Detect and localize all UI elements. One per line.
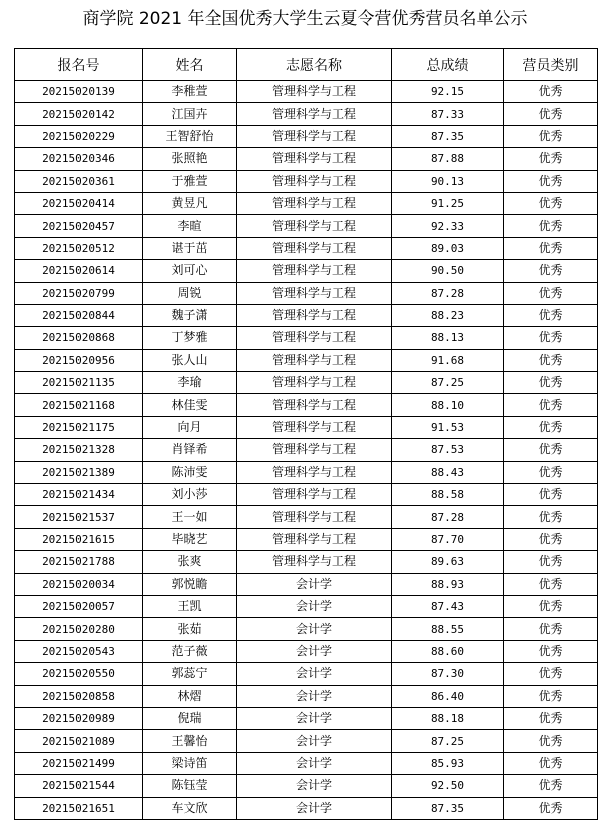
cell-name: 李瑜 <box>143 372 237 394</box>
cell-score: 92.50 <box>392 775 504 797</box>
cell-score: 87.88 <box>392 148 504 170</box>
cell-score: 88.43 <box>392 461 504 483</box>
cell-id: 20215020457 <box>15 215 143 237</box>
cell-score: 87.43 <box>392 595 504 617</box>
cell-name: 李稚萱 <box>143 81 237 103</box>
cell-id: 20215021089 <box>15 730 143 752</box>
cell-name: 于雅萱 <box>143 170 237 192</box>
cell-id: 20215021615 <box>15 528 143 550</box>
table-row <box>15 282 598 304</box>
table-row <box>15 439 598 461</box>
cell-program: 会计学 <box>237 618 392 640</box>
cell-score: 87.28 <box>392 506 504 528</box>
table-row <box>15 394 598 416</box>
cell-name: 江国卉 <box>143 103 237 125</box>
cell-id: 20215021389 <box>15 461 143 483</box>
table-row <box>15 618 598 640</box>
column-header-score: 总成绩 <box>392 49 504 81</box>
cell-id: 20215020858 <box>15 685 143 707</box>
cell-id: 20215020956 <box>15 349 143 371</box>
table-row <box>15 192 598 214</box>
cell-score: 87.25 <box>392 372 504 394</box>
cell-category: 优秀 <box>504 752 598 774</box>
cell-category: 优秀 <box>504 215 598 237</box>
cell-program: 会计学 <box>237 663 392 685</box>
cell-score: 87.30 <box>392 663 504 685</box>
column-header-id: 报名号 <box>15 49 143 81</box>
cell-name: 郭蕊宁 <box>143 663 237 685</box>
cell-score: 91.53 <box>392 416 504 438</box>
cell-id: 20215020414 <box>15 192 143 214</box>
cell-name: 林熠 <box>143 685 237 707</box>
cell-id: 20215020346 <box>15 148 143 170</box>
cell-name: 梁诗笛 <box>143 752 237 774</box>
column-header-name: 姓名 <box>143 49 237 81</box>
cell-name: 王一如 <box>143 506 237 528</box>
table-row <box>15 215 598 237</box>
cell-name: 范子薇 <box>143 640 237 662</box>
cell-score: 89.03 <box>392 237 504 259</box>
cell-name: 张人山 <box>143 349 237 371</box>
cell-id: 20215020868 <box>15 327 143 349</box>
cell-category: 优秀 <box>504 372 598 394</box>
cell-name: 王智舒怡 <box>143 125 237 147</box>
cell-id: 20215021328 <box>15 439 143 461</box>
table-row <box>15 461 598 483</box>
table-row <box>15 640 598 662</box>
cell-name: 刘小莎 <box>143 484 237 506</box>
cell-program: 管理科学与工程 <box>237 192 392 214</box>
cell-category: 优秀 <box>504 349 598 371</box>
cell-category: 优秀 <box>504 573 598 595</box>
cell-id: 20215020229 <box>15 125 143 147</box>
cell-name: 王凯 <box>143 595 237 617</box>
cell-score: 87.25 <box>392 730 504 752</box>
cell-program: 会计学 <box>237 595 392 617</box>
table-row <box>15 707 598 729</box>
table-row <box>15 484 598 506</box>
cell-name: 周锐 <box>143 282 237 304</box>
cell-category: 优秀 <box>504 775 598 797</box>
cell-category: 优秀 <box>504 103 598 125</box>
column-header-program: 志愿名称 <box>237 49 392 81</box>
cell-name: 张爽 <box>143 551 237 573</box>
cell-name: 魏子潇 <box>143 304 237 326</box>
table-row <box>15 103 598 125</box>
cell-name: 丁梦雅 <box>143 327 237 349</box>
cell-score: 86.40 <box>392 685 504 707</box>
cell-id: 20215021788 <box>15 551 143 573</box>
cell-name: 张茹 <box>143 618 237 640</box>
cell-name: 倪瑞 <box>143 707 237 729</box>
cell-program: 管理科学与工程 <box>237 551 392 573</box>
table-row <box>15 170 598 192</box>
cell-name: 林佳雯 <box>143 394 237 416</box>
cell-program: 会计学 <box>237 730 392 752</box>
cell-category: 优秀 <box>504 461 598 483</box>
table-row <box>15 775 598 797</box>
page-title: 商学院 2021 年全国优秀大学生云夏令营优秀营员名单公示 <box>82 9 528 29</box>
cell-program: 会计学 <box>237 797 392 819</box>
cell-score: 88.55 <box>392 618 504 640</box>
table-row <box>15 528 598 550</box>
cell-program: 会计学 <box>237 573 392 595</box>
cell-program: 管理科学与工程 <box>237 372 392 394</box>
cell-category: 优秀 <box>504 640 598 662</box>
cell-category: 优秀 <box>504 797 598 819</box>
cell-score: 87.70 <box>392 528 504 550</box>
table-row <box>15 349 598 371</box>
cell-category: 优秀 <box>504 327 598 349</box>
cell-category: 优秀 <box>504 125 598 147</box>
cell-score: 90.50 <box>392 260 504 282</box>
cell-program: 管理科学与工程 <box>237 103 392 125</box>
table-row <box>15 148 598 170</box>
table-row <box>15 237 598 259</box>
cell-program: 管理科学与工程 <box>237 148 392 170</box>
cell-category: 优秀 <box>504 81 598 103</box>
cell-program: 管理科学与工程 <box>237 439 392 461</box>
cell-score: 87.28 <box>392 282 504 304</box>
cell-category: 优秀 <box>504 394 598 416</box>
cell-name: 肖铎希 <box>143 439 237 461</box>
cell-score: 91.25 <box>392 192 504 214</box>
cell-id: 20215020280 <box>15 618 143 640</box>
cell-name: 刘可心 <box>143 260 237 282</box>
header-row <box>15 49 598 81</box>
cell-name: 谌于茁 <box>143 237 237 259</box>
cell-id: 20215020034 <box>15 573 143 595</box>
cell-category: 优秀 <box>504 237 598 259</box>
cell-id: 20215021135 <box>15 372 143 394</box>
cell-category: 优秀 <box>504 260 598 282</box>
cell-program: 管理科学与工程 <box>237 125 392 147</box>
cell-program: 管理科学与工程 <box>237 461 392 483</box>
table-row <box>15 752 598 774</box>
cell-program: 管理科学与工程 <box>237 260 392 282</box>
cell-category: 优秀 <box>504 304 598 326</box>
table-row <box>15 730 598 752</box>
cell-program: 管理科学与工程 <box>237 304 392 326</box>
cell-program: 会计学 <box>237 752 392 774</box>
cell-name: 车文欣 <box>143 797 237 819</box>
cell-category: 优秀 <box>504 595 598 617</box>
cell-name: 陈沛雯 <box>143 461 237 483</box>
cell-id: 20215020139 <box>15 81 143 103</box>
cell-program: 管理科学与工程 <box>237 170 392 192</box>
cell-program: 管理科学与工程 <box>237 81 392 103</box>
roster-table <box>14 48 598 820</box>
cell-program: 管理科学与工程 <box>237 416 392 438</box>
cell-program: 管理科学与工程 <box>237 506 392 528</box>
cell-score: 92.33 <box>392 215 504 237</box>
cell-id: 20215021651 <box>15 797 143 819</box>
cell-score: 87.35 <box>392 797 504 819</box>
cell-id: 20215021499 <box>15 752 143 774</box>
cell-score: 88.58 <box>392 484 504 506</box>
cell-program: 会计学 <box>237 685 392 707</box>
table-row <box>15 506 598 528</box>
cell-program: 管理科学与工程 <box>237 349 392 371</box>
cell-score: 90.13 <box>392 170 504 192</box>
cell-id: 20215021544 <box>15 775 143 797</box>
cell-category: 优秀 <box>504 416 598 438</box>
table-row <box>15 416 598 438</box>
cell-category: 优秀 <box>504 551 598 573</box>
cell-category: 优秀 <box>504 618 598 640</box>
cell-name: 向月 <box>143 416 237 438</box>
cell-name: 陈钰莹 <box>143 775 237 797</box>
cell-name: 张照艳 <box>143 148 237 170</box>
table-row <box>15 573 598 595</box>
table-row <box>15 327 598 349</box>
cell-program: 会计学 <box>237 707 392 729</box>
cell-score: 88.93 <box>392 573 504 595</box>
cell-id: 20215021537 <box>15 506 143 528</box>
cell-score: 92.15 <box>392 81 504 103</box>
cell-category: 优秀 <box>504 148 598 170</box>
table-row <box>15 304 598 326</box>
table-row <box>15 81 598 103</box>
cell-program: 管理科学与工程 <box>237 484 392 506</box>
cell-name: 李暄 <box>143 215 237 237</box>
cell-id: 20215021434 <box>15 484 143 506</box>
cell-program: 管理科学与工程 <box>237 394 392 416</box>
cell-category: 优秀 <box>504 685 598 707</box>
cell-id: 20215020361 <box>15 170 143 192</box>
cell-score: 87.33 <box>392 103 504 125</box>
table-row <box>15 595 598 617</box>
cell-score: 89.63 <box>392 551 504 573</box>
cell-id: 20215021175 <box>15 416 143 438</box>
cell-score: 88.60 <box>392 640 504 662</box>
cell-score: 88.23 <box>392 304 504 326</box>
column-header-category: 营员类别 <box>504 49 598 81</box>
cell-name: 王馨怡 <box>143 730 237 752</box>
cell-category: 优秀 <box>504 439 598 461</box>
cell-category: 优秀 <box>504 170 598 192</box>
table-row <box>15 551 598 573</box>
cell-id: 20215020512 <box>15 237 143 259</box>
cell-program: 会计学 <box>237 640 392 662</box>
cell-score: 88.13 <box>392 327 504 349</box>
table-body <box>15 81 598 820</box>
cell-score: 85.93 <box>392 752 504 774</box>
cell-id: 20215020057 <box>15 595 143 617</box>
table-row <box>15 685 598 707</box>
cell-id: 20215020989 <box>15 707 143 729</box>
table-row <box>15 125 598 147</box>
table-row <box>15 260 598 282</box>
cell-category: 优秀 <box>504 506 598 528</box>
cell-id: 20215020142 <box>15 103 143 125</box>
cell-score: 91.68 <box>392 349 504 371</box>
cell-score: 87.35 <box>392 125 504 147</box>
cell-score: 88.18 <box>392 707 504 729</box>
cell-category: 优秀 <box>504 192 598 214</box>
cell-program: 管理科学与工程 <box>237 327 392 349</box>
cell-id: 20215021168 <box>15 394 143 416</box>
cell-category: 优秀 <box>504 528 598 550</box>
cell-score: 88.10 <box>392 394 504 416</box>
cell-name: 毕晓艺 <box>143 528 237 550</box>
cell-program: 管理科学与工程 <box>237 282 392 304</box>
cell-id: 20215020550 <box>15 663 143 685</box>
table-row <box>15 663 598 685</box>
cell-name: 黄昱凡 <box>143 192 237 214</box>
cell-program: 会计学 <box>237 775 392 797</box>
table-row <box>15 372 598 394</box>
cell-category: 优秀 <box>504 282 598 304</box>
cell-program: 管理科学与工程 <box>237 215 392 237</box>
cell-category: 优秀 <box>504 730 598 752</box>
cell-id: 20215020543 <box>15 640 143 662</box>
cell-program: 管理科学与工程 <box>237 528 392 550</box>
table-header <box>15 49 598 81</box>
cell-program: 管理科学与工程 <box>237 237 392 259</box>
cell-id: 20215020799 <box>15 282 143 304</box>
cell-category: 优秀 <box>504 663 598 685</box>
cell-category: 优秀 <box>504 484 598 506</box>
cell-id: 20215020614 <box>15 260 143 282</box>
table-row <box>15 797 598 819</box>
cell-id: 20215020844 <box>15 304 143 326</box>
cell-name: 郭悦瞻 <box>143 573 237 595</box>
cell-score: 87.53 <box>392 439 504 461</box>
cell-category: 优秀 <box>504 707 598 729</box>
